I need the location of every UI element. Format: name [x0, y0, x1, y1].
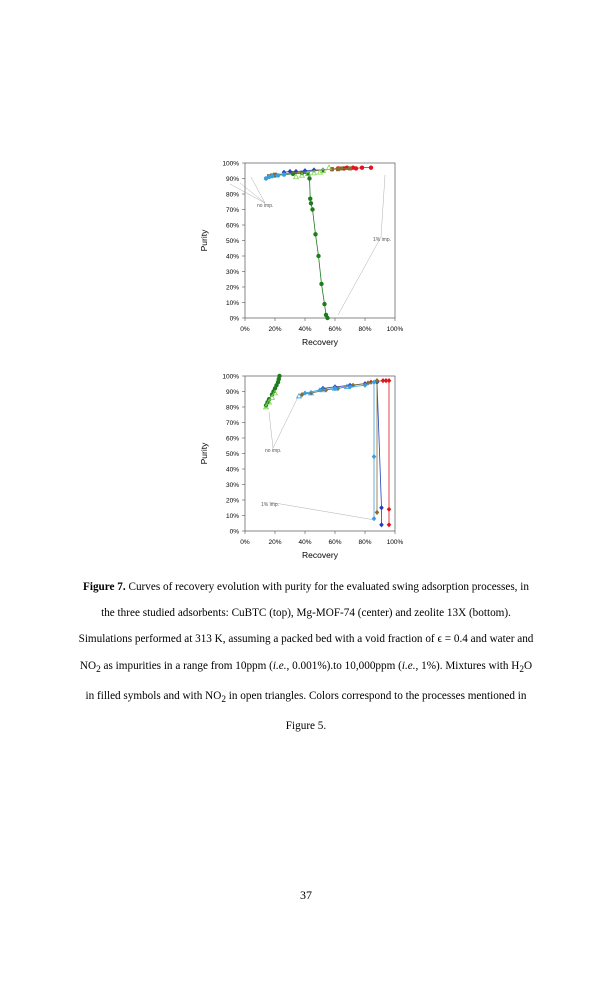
chart-top: [195, 155, 435, 350]
data-point: [348, 166, 352, 170]
x-tick-label: 60%: [328, 539, 342, 546]
data-point: [387, 378, 392, 383]
y-tick-label: 90%: [225, 389, 239, 396]
y-tick-label: 10%: [225, 513, 239, 520]
series-line: [305, 382, 374, 518]
y-tick-label: 30%: [225, 269, 239, 276]
x-tick-label: 20%: [268, 539, 282, 546]
data-point: [276, 173, 280, 177]
x-tick-label: 80%: [358, 539, 372, 546]
x-axis-label: Recovery: [302, 550, 338, 560]
caption-text-2: as impurities in a range from 10ppm (: [100, 659, 273, 672]
annotation-arrow: [338, 237, 381, 315]
data-point: [375, 510, 380, 515]
x-tick-label: 40%: [298, 326, 312, 333]
x-tick-label: 0%: [240, 326, 250, 333]
x-axis-label: Recovery: [302, 337, 338, 347]
x-tick-label: 60%: [328, 326, 342, 333]
data-point: [387, 522, 392, 527]
series-line: [275, 173, 328, 318]
y-tick-label: 60%: [225, 222, 239, 230]
y-tick-label: 50%: [225, 451, 239, 458]
data-point: [379, 505, 384, 510]
y-axis-label: Purity: [199, 229, 209, 252]
data-point: [372, 454, 377, 459]
x-tick-label: 20%: [268, 326, 282, 333]
data-point: [372, 516, 377, 521]
y-tick-label: 0%: [229, 528, 239, 536]
caption-text-6: in open triangles. Colors correspond to the processes mentioned in Figure 5.: [226, 690, 527, 733]
annotation-arrow: [273, 397, 298, 448]
annotation-label: 1% imp.: [373, 237, 392, 243]
annotation-arrow: [269, 502, 375, 520]
annotation-arrow: [240, 183, 265, 203]
data-point: [308, 196, 312, 200]
y-tick-label: 100%: [222, 373, 239, 381]
data-point: [354, 166, 358, 170]
x-tick-label: 0%: [240, 539, 250, 546]
y-tick-label: 100%: [222, 160, 239, 168]
data-point: [360, 165, 364, 169]
y-tick-label: 90%: [225, 176, 239, 183]
caption-ie-2: i.e.,: [401, 659, 419, 672]
chart-bottom: [195, 368, 435, 563]
series-line: [302, 381, 377, 513]
data-point: [310, 207, 314, 211]
data-point: [369, 165, 373, 169]
data-point: [387, 507, 392, 512]
y-tick-label: 30%: [225, 482, 239, 489]
x-tick-label: 100%: [386, 539, 404, 546]
data-point: [379, 522, 384, 527]
y-tick-label: 40%: [225, 466, 239, 474]
x-tick-label: 80%: [358, 326, 372, 333]
data-point: [319, 282, 323, 286]
caption-text-5: O in filled symbols and with NO: [85, 659, 533, 703]
y-axis-label: Purity: [199, 442, 209, 465]
figure-caption: [78, 574, 534, 740]
page-number: 37: [300, 888, 312, 902]
y-tick-label: 20%: [225, 497, 239, 505]
series-line: [323, 382, 382, 525]
data-point: [322, 302, 326, 306]
annotation-arrow: [381, 175, 385, 237]
figure-label: Figure 7.: [83, 581, 126, 593]
y-tick-label: 10%: [225, 300, 239, 307]
caption-text-3: 0.001%).to 10,000ppm (: [289, 659, 402, 672]
y-tick-label: 0%: [229, 315, 239, 323]
annotation-label: 1% imp.: [261, 502, 280, 508]
data-point: [277, 374, 281, 378]
x-tick-label: 100%: [386, 326, 404, 333]
y-tick-label: 40%: [225, 253, 239, 261]
annotation-label: no imp.: [265, 448, 282, 454]
y-tick-label: 50%: [225, 238, 239, 245]
data-point: [316, 254, 320, 258]
data-point: [313, 232, 317, 236]
data-point: [325, 316, 329, 320]
caption-sub-2: 2: [519, 664, 524, 675]
y-tick-label: 80%: [225, 191, 239, 199]
y-tick-label: 70%: [225, 420, 239, 427]
data-point: [307, 176, 311, 180]
annotation-label: no imp.: [257, 203, 274, 209]
caption-ie-1: i.e.,: [272, 659, 290, 672]
data-point: [270, 174, 274, 178]
caption-sub-1: 2: [96, 664, 101, 675]
data-point: [309, 201, 313, 205]
data-point: [282, 172, 286, 176]
y-tick-label: 20%: [225, 284, 239, 292]
caption-text-1: Curves of recovery evolution with purity for the evaluated swing adsorption processes, in the three studied adsorbents: CuBTC (top), Mg-MOF-74 (center) and zeolite 13X (bottom). Simulations performed at 313 K, assuming a packed bed with a void fraction of ϵ = 0.4 and water and NO: [78, 581, 534, 672]
y-tick-label: 80%: [225, 404, 239, 412]
data-point: [339, 166, 343, 170]
caption-text-4: 1%). Mixtures with H: [418, 659, 520, 672]
y-tick-label: 70%: [225, 207, 239, 214]
x-tick-label: 40%: [298, 539, 312, 546]
caption-sub-3: 2: [221, 695, 226, 706]
annotation-arrow: [269, 412, 273, 448]
y-tick-label: 60%: [225, 435, 239, 443]
